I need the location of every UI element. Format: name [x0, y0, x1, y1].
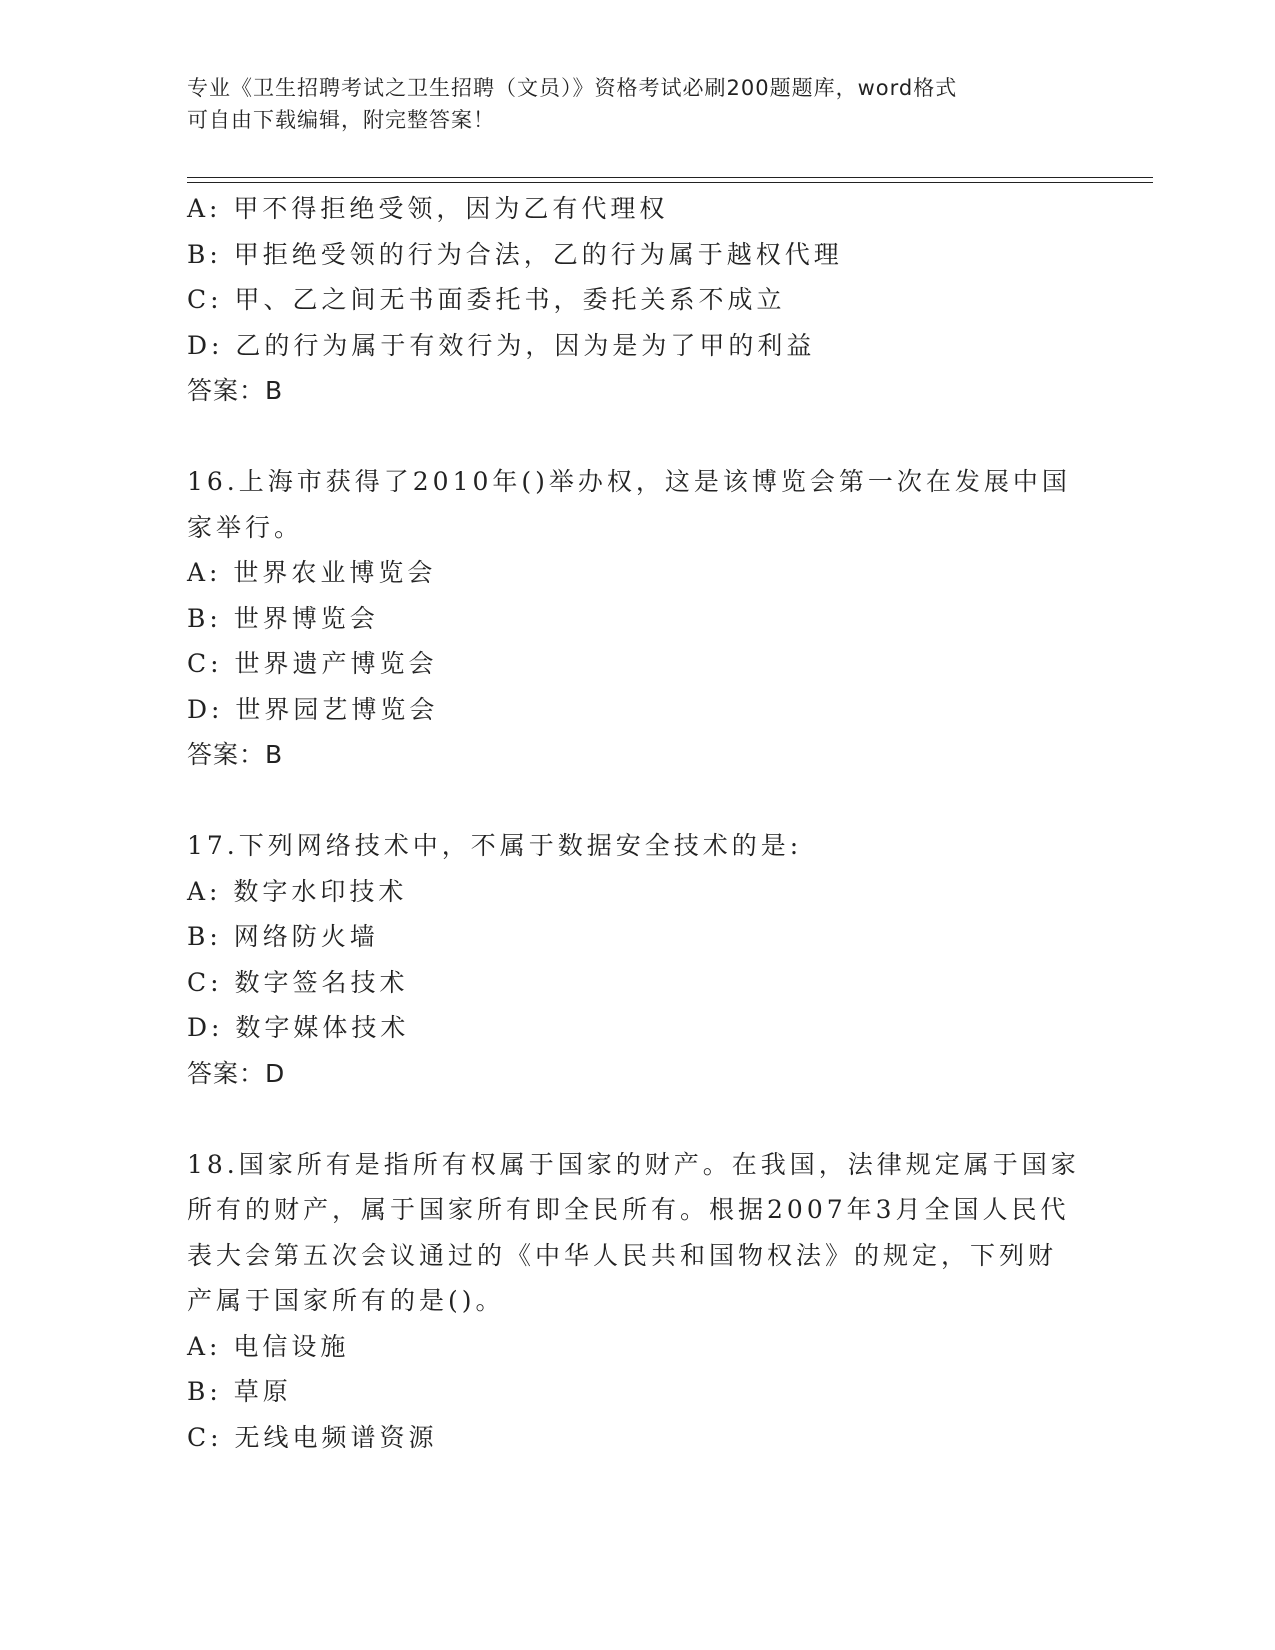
- option-a: A: 甲不得拒绝受领，因为乙有代理权: [187, 194, 669, 223]
- option-b: B: 甲拒绝受领的行为合法，乙的行为属于越权代理: [187, 239, 843, 269]
- header-divider-bottom: [187, 182, 1153, 183]
- option-b: B: 网络防火墙: [187, 922, 379, 951]
- question-stem-line: 家举行。: [187, 512, 304, 542]
- option-c: C: 无线电频谱资源: [187, 1422, 438, 1452]
- option-b: B: 草原: [187, 1377, 292, 1406]
- question-16: [187, 459, 1087, 778]
- option-a: A: 数字水印技术: [187, 876, 408, 906]
- document-header: [187, 72, 1087, 136]
- question-stem-line: 18.国家所有是指所有权属于国家的财产。在我国，法律规定属于国家: [187, 1149, 1080, 1179]
- header-line-1: 专业《卫生招聘考试之卫生招聘（文员）》资格考试必刷200题题库，word格式: [187, 76, 958, 100]
- question-stem-line: 表大会第五次会议通过的《中华人民共和国物权法》的规定，下列财: [187, 1240, 1058, 1270]
- option-a: A: 电信设施: [187, 1331, 350, 1361]
- answer-line: 答案：D: [187, 1058, 286, 1088]
- spacer: [187, 778, 1087, 824]
- question-17: [187, 823, 1087, 1096]
- answer-line: 答案：B: [187, 376, 284, 405]
- option-d: D: 乙的行为属于有效行为，因为是为了甲的利益: [187, 330, 816, 360]
- option-c: C: 世界遗产博览会: [187, 649, 438, 678]
- option-c: C: 数字签名技术: [187, 967, 409, 997]
- question-18: [187, 1142, 1087, 1461]
- option-d: D: 数字媒体技术: [187, 1013, 410, 1042]
- question-stem-line: 17.下列网络技术中，不属于数据安全技术的是:: [187, 831, 803, 860]
- option-b: B: 世界博览会: [187, 603, 379, 633]
- option-c: C: 甲、乙之间无书面委托书，委托关系不成立: [187, 285, 786, 314]
- question-stem-line: 产属于国家所有的是()。: [187, 1286, 505, 1315]
- spacer: [187, 414, 1087, 460]
- question-15: [187, 186, 1087, 414]
- header-line-2: 可自由下载编辑，附完整答案！: [187, 108, 495, 132]
- answer-line: 答案：B: [187, 740, 284, 769]
- spacer: [187, 1096, 1087, 1142]
- option-d: D: 世界园艺博览会: [187, 694, 439, 724]
- question-stem-line: 16.上海市获得了2010年()举办权，这是该博览会第一次在发展中国: [187, 467, 1071, 496]
- header-divider-top: [187, 177, 1153, 178]
- question-stem-line: 所有的财产，属于国家所有即全民所有。根据2007年3月全国人民代: [187, 1195, 1070, 1224]
- option-a: A: 世界农业博览会: [187, 558, 437, 587]
- question-content: [187, 186, 1087, 1460]
